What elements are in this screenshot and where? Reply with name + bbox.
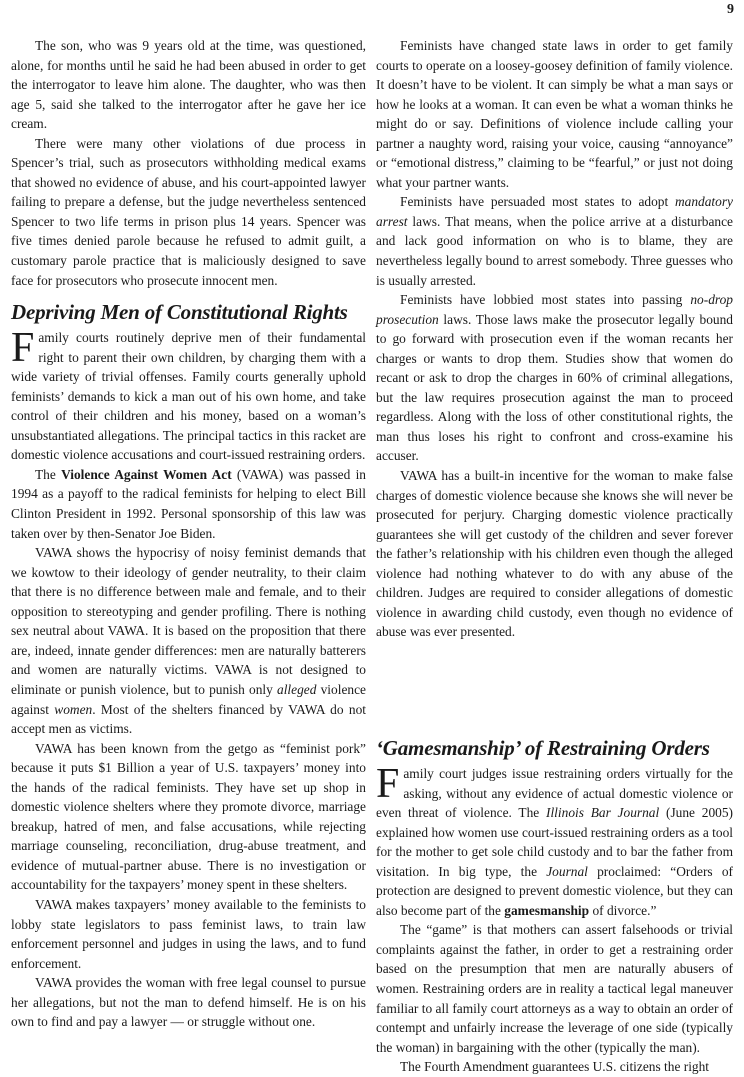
paragraph: VAWA has been known from the getgo as “feminist pork” because it puts $1 Billion a year of U.S. taxpayers’ money into the hands of the radical feminists. They have set up shop in domestic violence shelters where they promote divorce, marriage breakup, hatred of men, and false accusations, while rejecting marriage counseling, reconciliation, drug-abuse treatment, and evidence of mutual-partner abuse. There is no investigation or accountability for the taxpayers’ money spent in these shelters. [11,740,366,893]
paragraph [376,290,733,466]
italic-text: no-drop prosecution [376,292,733,327]
page-number: 9 [727,2,734,17]
paragraph: The son, who was 9 years old at the time, was questioned, alone, for months until he said he had been abused in order to get the interrogator to leave him alone. The daughter, who was then age 5, said she talked to the interrogator after he gave her ice cream. [11,38,366,132]
paragraph [11,465,366,543]
bold-text: Violence Against Women Act [61,466,232,482]
left-column [11,36,366,1032]
paragraph [11,325,366,465]
bold-text: gamesmanship [504,902,590,918]
text: (VAWA) was passed in 1994 as a payoff to the radical feminists for helping to elect Bill Clinton President in 1992. Personal sponsorship of this law was taken over by then-Senator Joe Biden. [11,466,366,541]
section-heading-restraining-orders: ‘Gamesmanship’ of Restraining Orders [376,735,710,760]
text: . Most of the shelters financed by VAWA do not accept men as victims. [11,701,366,737]
text: amily court judges issue restraining orders virtually for the asking, without any evidence of actual domestic violence or even threat of violence. The [376,765,733,821]
right-column [376,36,733,1077]
italic-text: Journal [546,863,588,879]
text: (June 2005) explained how women use court-issued restraining orders as a tool for the mother to get sole child custody and to bar the father from visitation. In big type, the [376,805,733,879]
paragraph: VAWA makes taxpayers’ money available to the feminists to lobby state legislators to pass feminist laws, to train law enforcement personnel and judges in using the laws, and to fund enforcement. [11,896,366,971]
paragraph: There were many other violations of due process in Spencer’s trial, such as prosecutors withholding medical exams that showed no evidence of abuse, and his court-appointed lawyer failing to prepare a defense, but the judge nevertheless sentenced Spencer to two life terms in prison plus 14 years. Spencer was five times denied parole because he refused to admit guilt, a customary parole practice that is maliciously designed to save face for prosecutors who prosecute innocent men. [11,135,366,288]
drop-cap: F [11,325,35,372]
paragraph: The Fourth Amendment guarantees U.S. citizens the right [400,1059,710,1075]
section-heading-constitutional-rights: Depriving Men of Constitutional Rights [11,300,348,325]
text: VAWA shows the hypocrisy of noisy feminist demands that we kowtow to their ideology of gender neutrality, to their claim that there is no difference between male and female, and to their opposition to stereotyping and gender profiling. There is nothing sex neutral about VAWA. It is based on the proposition that there are, indeed, innate gender differences: men are naturally batterers and women are naturally victims. VAWA is not designed to eliminate or punish violence, but to punish only [11,545,366,697]
paragraph: VAWA provides the woman with free legal counsel to pursue her allegations, but not the man to defend himself. He is on his own to find and pay a lawyer — or struggle without one. [11,975,366,1030]
paragraph [376,760,733,920]
italic-text: alleged [277,681,317,697]
text: proclaimed: “Orders of protection are designed to prevent domestic violence, but they can also become part of the [376,863,733,918]
italic-text: mandatory arrest [376,194,733,229]
italic-text: Illinois Bar Journal [546,805,660,821]
text: The [35,466,62,482]
paragraph: The “game” is that mothers can assert falsehoods or trivial complaints against the father, in order to get a restraining order based on the presumption that men are naturally abusers of women. Restraining orders are in reality a tactical legal maneuver familiar to all family court attorneys as a way to obtain an order of contempt and unfairly increase the leverage of one side (typically the woman) in bargaining with the other (typically the man). [376,922,733,1055]
paragraph: Feminists have changed state laws in order to get family courts to operate on a loosey-goosey definition of family violence. It doesn’t have to be violent. It can simply be what a man says or how he looks at a woman. It can even be what a woman thinks he might do or say. Definitions of violence include calling your partner a naughty word, raising your voice, causing “annoyance” or “emotional distress,” claiming to be “fearful,” or just not doing what your partner wants. [376,38,733,190]
paragraph [11,543,366,738]
text: laws. That means, when the police arrive at a disturbance and lack good information on who is to blame, they are nevertheless legally bound to arrest somebody. Three guesses who is usually arrested. [376,213,733,288]
text: of divorce.” [589,902,657,918]
drop-cap: F [376,760,400,807]
paragraph-text: amily courts routinely deprive men of their fundamental right to parent their own children, by charging them with a wide variety of trivial offenses. Family courts generally uphold feminists’ demands to kick a man out of his own home, and take control of their children and his money, based on a woman’s unsubstantiated allegations. The principal tactics in this racket are domestic violence accusations and court-issued restraining orders. [11,330,366,463]
text: laws. Those laws make the prosecutor legally bound to go forward with prosecution even if the woman recants her charges or wants to drop them. Studies show that women do recant or ask to drop the charges in 60% of criminal allegations, but the law requires prosecution against the man to proceed regardless. Along with the loss of other constitutional rights, the man thus loses his right to confront and cross-examine his accuser. [376,311,733,464]
italic-text: women [54,701,93,717]
text: violence against [11,681,366,717]
text: Feminists have persuaded most states to adopt [400,194,675,210]
paragraph: VAWA has a built-in incentive for the woman to make false charges of domestic violence because she knows she will never be prosecuted for perjury. Charging domestic violence practically guarantees she will get custody of the children and sever forever the father’s relationship with his children even though the alleged violence had nothing whatever to do with any abuse of the children. Judges are required to consider allegations of domestic violence in awarding child custody, even though no evidence of abuse was ever presented. [376,468,733,640]
text: Feminists have lobbied most states into passing [400,292,691,308]
paragraph [376,192,733,290]
column-gap [376,642,733,726]
